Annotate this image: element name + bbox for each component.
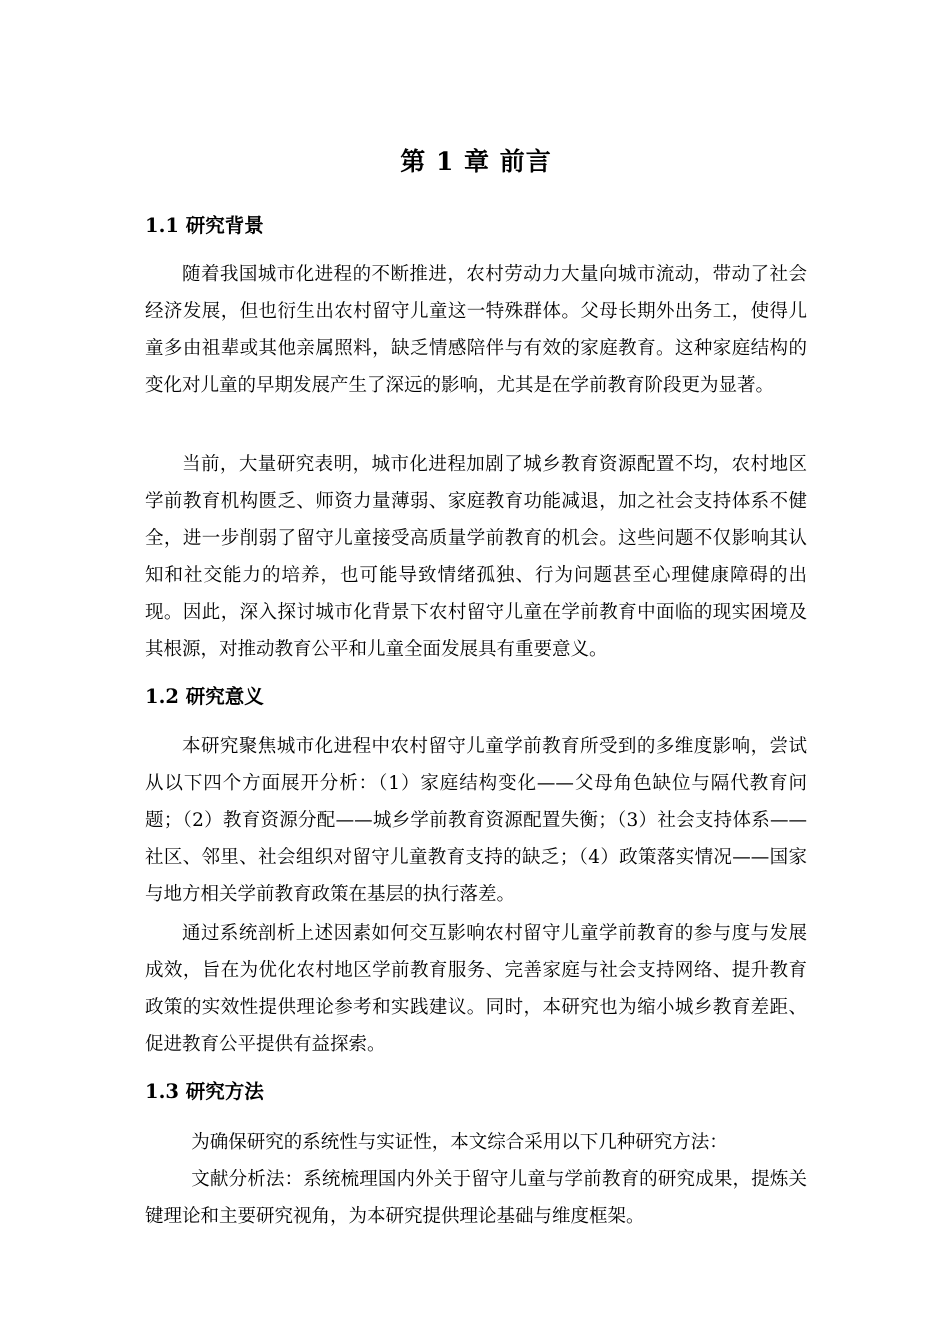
section-heading-1-3: 1.3 研究方法 <box>145 1080 264 1103</box>
paragraph: 文献分析法：系统梳理国内外关于留守儿童与学前教育的研究成果，提炼关键理论和主要研究视角，为本研究提供理论基础与维度框架。 <box>145 1169 807 1227</box>
section-heading-1-2: 1.2 研究意义 <box>145 685 264 708</box>
paragraph: 当前，大量研究表明，城市化进程加剧了城乡教育资源配置不均，农村地区学前教育机构匮乏、师资力量薄弱、家庭教育功能减退，加之社会支持体系不健全，进一步削弱了留守儿童接受高质量学前教育的机会。这些问题不仅影响其认知和社交能力的培养，也可能导致情绪孤独、行为问题甚至心理健康障碍的出现。因此，深入探讨城市化背景下农村留守儿童在学前教育中面临的现实困境及其根源，对推动教育公平和儿童全面发展具有重要意义。 <box>145 454 807 660</box>
paragraph: 本研究聚焦城市化进程中农村留守儿童学前教育所受到的多维度影响，尝试从以下四个方面展开分析：（1）家庭结构变化——父母角色缺位与隔代教育问题；（2）教育资源分配——城乡学前教育资源配置失衡；（3）社会支持体系——社区、邻里、社会组织对留守儿童教育支持的缺乏；（4）政策落实情况——国家与地方相关学前教育政策在基层的执行落差。 <box>145 736 807 905</box>
chapter-title: 第 1 章 前言 <box>400 147 552 176</box>
paragraph: 随着我国城市化进程的不断推进，农村劳动力大量向城市流动，带动了社会经济发展，但也衍生出农村留守儿童这一特殊群体。父母长期外出务工，使得儿童多由祖辈或其他亲属照料，缺乏情感陪伴与有效的家庭教育。这种家庭结构的变化对儿童的早期发展产生了深远的影响，尤其是在学前教育阶段更为显著。 <box>145 264 807 396</box>
paragraph: 为确保研究的系统性与实证性，本文综合采用以下几种研究方法： <box>191 1132 728 1153</box>
section-heading-1-1: 1.1 研究背景 <box>145 214 264 237</box>
paragraph: 通过系统剖析上述因素如何交互影响农村留守儿童学前教育的参与度与发展成效，旨在为优化农村地区学前教育服务、完善家庭与社会支持网络、提升教育政策的实效性提供理论参考和实践建议。同时，本研究也为缩小城乡教育差距、促进教育公平提供有益探索。 <box>145 923 807 1055</box>
